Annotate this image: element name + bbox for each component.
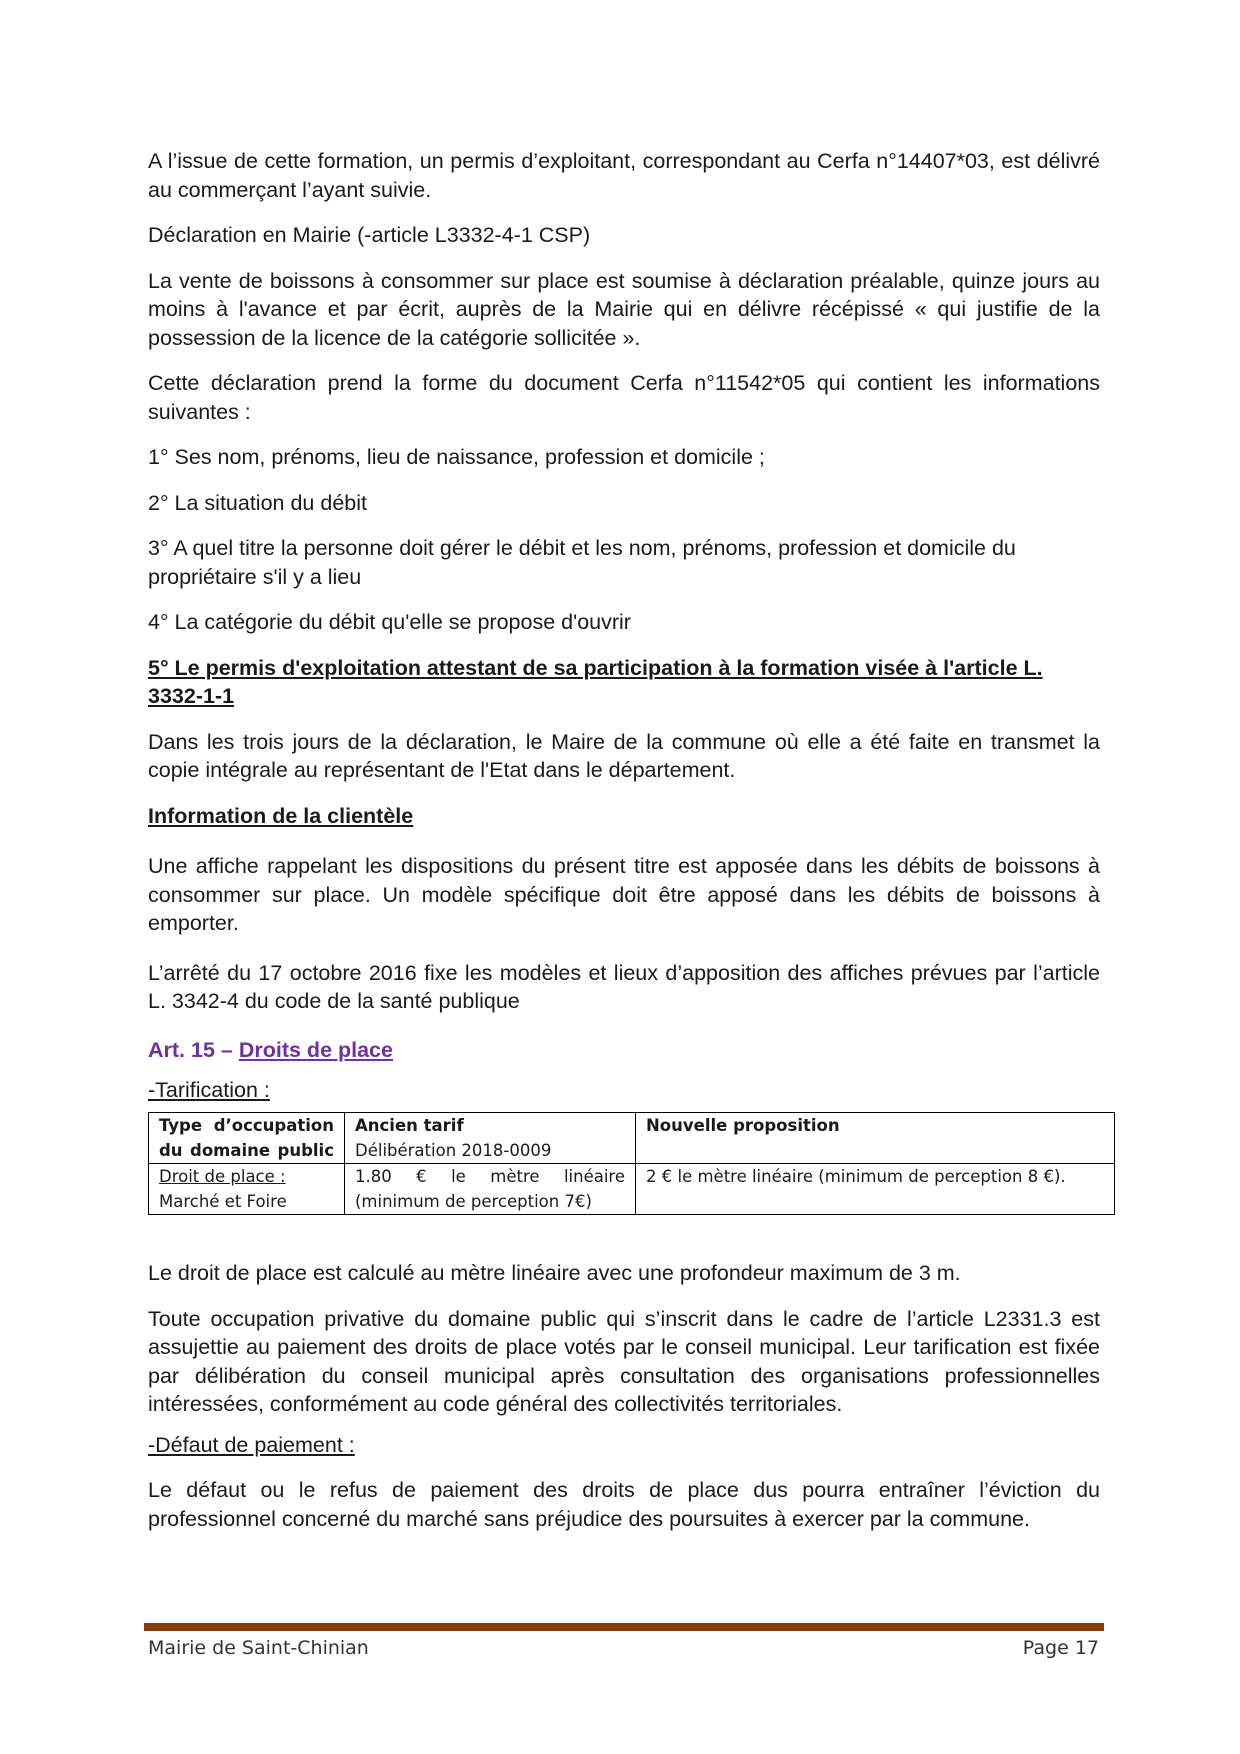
header-ancien-tarif-deliberation: Délibération 2018-0009	[355, 1141, 552, 1160]
paragraph-arrete: L’arrêté du 17 octobre 2016 fixe les modèles et lieux d’apposition des affiches prévues par l’article L. 3342-4 du code de la santé publique	[148, 960, 1100, 1013]
cell-droit-de-place-label: Droit de place :	[159, 1167, 286, 1186]
cell-droit-de-place	[149, 1164, 345, 1215]
paragraph-occupation-privative: Toute occupation privative du domaine public qui s’inscrit dans le cadre de l’article L2331.3 est assujettie au paiement des droits de place votés par le conseil municipal. Leur tarification est fixée par délibération du conseil municipal après consultation des organisations professionnelles intéressées, conformément au code général des collectivités territoriales.	[148, 1306, 1100, 1416]
paragraph-cerfa: Cette déclaration prend la forme du document Cerfa n°11542*05 qui contient les informations suivantes :	[148, 371, 1100, 424]
article-title: Droits de place	[238, 1037, 393, 1062]
header-ancien-tarif	[345, 1113, 636, 1164]
table-row	[149, 1164, 1115, 1215]
paragraph-defaut: Le défaut ou le refus de paiement des droits de place dus pourra entraîner l’éviction du professionnel concerné du marché sans préjudice des poursuites à exercer par la commune.	[148, 1478, 1100, 1531]
tarif-table	[148, 1112, 1115, 1215]
list-item-3: 3° A quel titre la personne doit gérer le débit et les nom, prénoms, profession et domicile du propriétaire s'il y a lieu	[148, 536, 1016, 589]
paragraph-declaration-title: Déclaration en Mairie (-article L3332-4-1 CSP)	[148, 223, 591, 247]
article-number: Art. 15 –	[148, 1037, 233, 1062]
defaut-label: -Défaut de paiement :	[148, 1432, 355, 1457]
paragraph-vente: La vente de boissons à consommer sur place est soumise à déclaration préalable, quinze jours au moins à l'avance et par écrit, auprès de la Mairie qui en délivre récépissé « qui justifie de la possession de la licence de la catégorie sollicitée ».	[148, 268, 1100, 350]
header-type-occupation: Type d’occupation du domaine public	[149, 1113, 345, 1164]
list-item-1: 1° Ses nom, prénoms, lieu de naissance, profession et domicile ;	[148, 445, 765, 469]
cell-ancien-tarif-value: 1.80 € le mètre linéaire (minimum de perception 7€)	[345, 1164, 636, 1215]
list-item-2: 2° La situation du débit	[148, 490, 367, 515]
header-ancien-tarif-title: Ancien tarif	[355, 1116, 464, 1135]
paragraph-formation: A l’issue de cette formation, un permis d’exploitant, correspondant au Cerfa n°14407*03, est délivré au commerçant l’ayant suivie.	[148, 149, 1100, 202]
list-item-5: 5° Le permis d'exploitation attestant de sa participation à la formation visée à l'article L. 3332-1-1	[148, 655, 1043, 708]
footer-page-number: Page 17	[1022, 1637, 1099, 1659]
header-nouvelle-proposition: Nouvelle proposition	[636, 1113, 1115, 1164]
heading-information-clientele: Information de la clientèle	[148, 803, 414, 828]
tarification-label: -Tarification :	[148, 1077, 270, 1102]
paragraph-trois-jours: Dans les trois jours de la déclaration, le Maire de la commune où elle a été faite en transmet la copie intégrale au représentant de l'Etat dans le département.	[148, 729, 1100, 782]
table-header-row	[149, 1113, 1115, 1164]
cell-marche-foire: Marché et Foire	[159, 1192, 287, 1211]
footer-mairie: Mairie de Saint-Chinian	[148, 1637, 369, 1659]
article-heading	[148, 1036, 1100, 1064]
cell-nouvelle-proposition-value: 2 € le mètre linéaire (minimum de perception 8 €).	[636, 1164, 1115, 1215]
paragraph-calcul: Le droit de place est calculé au mètre linéaire avec une profondeur maximum de 3 m.	[148, 1261, 961, 1285]
page-body	[148, 147, 1100, 1550]
list-item-4: 4° La catégorie du débit qu'elle se propose d'ouvrir	[148, 610, 631, 634]
paragraph-affiche: Une affiche rappelant les dispositions du présent titre est apposée dans les débits de boissons à consommer sur place. Un modèle spécifique doit être apposé dans les débits de boissons à emporter.	[148, 854, 1100, 935]
footer-rule	[144, 1623, 1104, 1631]
